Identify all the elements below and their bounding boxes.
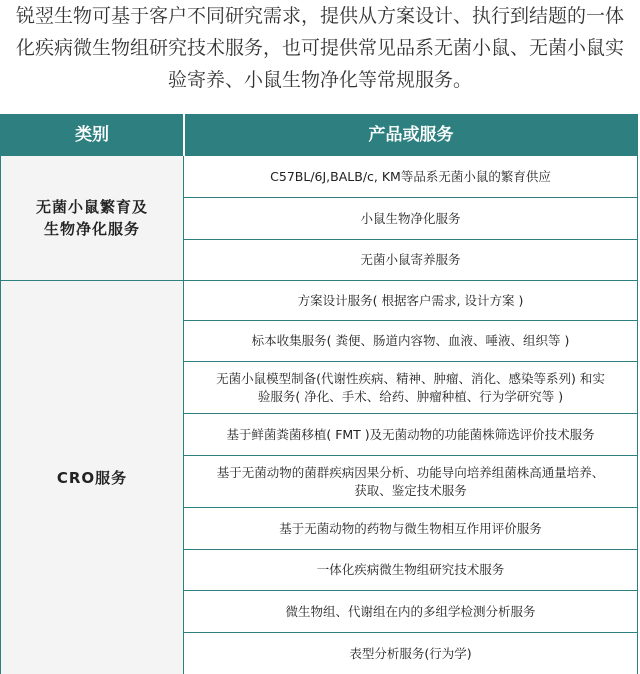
header-service: 产品或服务: [368, 125, 454, 145]
category-line: 无菌小鼠繁育及: [35, 198, 148, 216]
service-cell: 基于无菌动物的药物与微生物相互作用评价服务: [279, 520, 542, 536]
service-cell: 一体化疾病微生物组研究技术服务: [316, 562, 505, 577]
services-table: [0, 114, 638, 674]
category-cro: CRO服务: [1, 281, 183, 674]
service-cell: 无菌小鼠模型制备(代谢性疾病、精神、肿瘤、消化、感染等系列) 和实验服务( 净化、手术、给药、肿瘤种植、行为学研究等 ): [216, 370, 605, 404]
table-header: [1, 114, 637, 156]
service-cell: 微生物组、代谢组在内的多组学检测分析服务: [285, 603, 536, 619]
service-cell: 表型分析服务(行为学): [349, 645, 472, 661]
service-cell: 无菌小鼠寄养服务: [360, 252, 461, 267]
service-cell: 方案设计服务( 根据客户需求, 设计方案 ): [297, 292, 524, 308]
service-cell: 小鼠生物净化服务: [360, 210, 461, 226]
intro-line-3: 验寄养、小鼠生物净化等常规服务。: [167, 69, 472, 91]
intro-paragraph: [0, 0, 640, 112]
intro-line-2: 化疾病微生物组研究技术服务，也可提供常见品系无菌小鼠、无菌小鼠实: [15, 37, 624, 59]
category-germfree-breeding: [1, 156, 183, 280]
intro-line-1: 锐翌生物可基于客户不同研究需求，提供从方案设计、执行到结题的一体: [15, 5, 624, 27]
service-cell: 基于无菌动物的菌群疾病因果分析、功能导向培养组菌株高通量培养、获取、鉴定技术服务: [216, 464, 605, 498]
service-cell: 标本收集服务( 粪便、肠道内容物、血液、唾液、组织等 ): [251, 333, 570, 348]
category-line: 生物净化服务: [43, 220, 140, 238]
header-category: 类别: [75, 125, 109, 145]
service-cell: 基于鲜菌粪菌移植( FMT )及无菌动物的功能菌株筛选评价技术服务: [226, 426, 595, 442]
service-cell: C57BL/6J,BALB/c, KM等品系无菌小鼠的繁育供应: [270, 168, 551, 184]
